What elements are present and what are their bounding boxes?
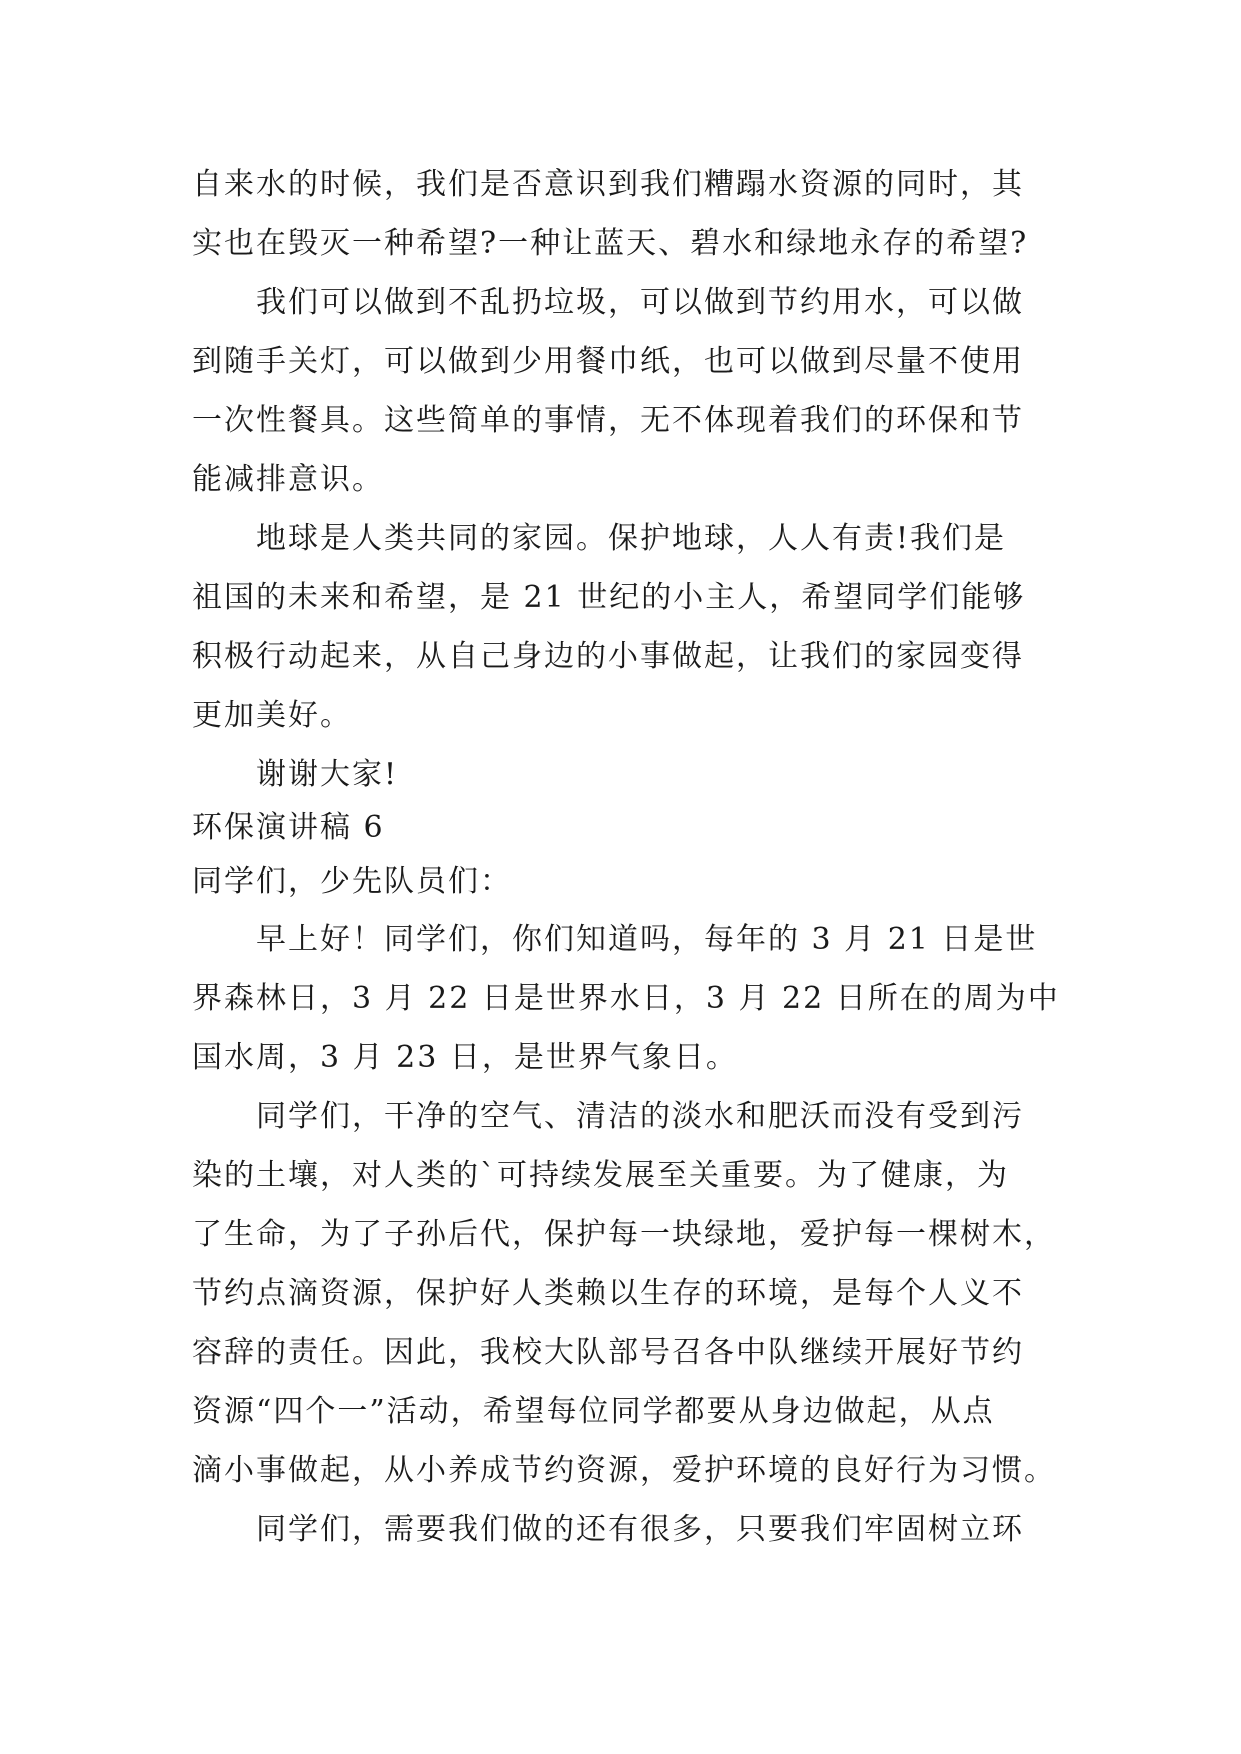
text-line: 同学们，需要我们做的还有很多，只要我们牢固树立环	[256, 1512, 1024, 1547]
text-line: 更加美好。	[192, 698, 352, 733]
text-line: 自来水的时候，我们是否意识到我们糟蹋水资源的同时，其	[192, 167, 1024, 202]
text-line: 我们可以做到不乱扔垃圾，可以做到节约用水，可以做	[256, 285, 1024, 320]
text-line: 到随手关灯，可以做到少用餐巾纸，也可以做到尽量不使用	[192, 344, 1024, 379]
text-line: 祖国的未来和希望，是 21 世纪的小主人，希望同学们能够	[192, 580, 1026, 615]
text-line: 同学们，干净的空气、清洁的淡水和肥沃而没有受到污	[256, 1099, 1024, 1134]
text-line: 容辞的责任。因此，我校大队部号召各中队继续开展好节约	[192, 1335, 1024, 1370]
text-line: 谢谢大家!	[256, 757, 399, 792]
text-line: 地球是人类共同的家园。保护地球，人人有责!我们是	[256, 521, 1007, 556]
text-line: 染的土壤，对人类的`可持续发展至关重要。为了健康，为	[192, 1158, 1009, 1193]
text-line: 一次性餐具。这些简单的事情，无不体现着我们的环保和节	[192, 403, 1024, 438]
text-line: 实也在毁灭一种希望?一种让蓝天、碧水和绿地永存的希望?	[192, 226, 1029, 261]
text-line: 界森林日，3 月 22 日是世界水日，3 月 22 日所在的周为中	[192, 981, 1060, 1016]
text-line: 节约点滴资源，保护好人类赖以生存的环境，是每个人义不	[192, 1276, 1024, 1311]
text-line: 了生命，为了子孙后代，保护每一块绿地，爱护每一棵树木，	[192, 1217, 1056, 1252]
salutation: 同学们，少先队员们：	[192, 864, 512, 899]
text-line: 资源“四个一”活动，希望每位同学都要从身边做起，从点	[192, 1394, 995, 1429]
text-line: 积极行动起来，从自己身边的小事做起，让我们的家园变得	[192, 639, 1024, 674]
section-heading: 环保演讲稿 6	[192, 810, 385, 845]
text-line: 早上好！同学们，你们知道吗，每年的 3 月 21 日是世	[256, 922, 1038, 957]
text-line: 滴小事做起，从小养成节约资源，爱护环境的良好行为习惯。	[192, 1453, 1056, 1488]
text-line: 能减排意识。	[192, 462, 384, 497]
text-line: 国水周，3 月 23 日，是世界气象日。	[192, 1040, 738, 1075]
